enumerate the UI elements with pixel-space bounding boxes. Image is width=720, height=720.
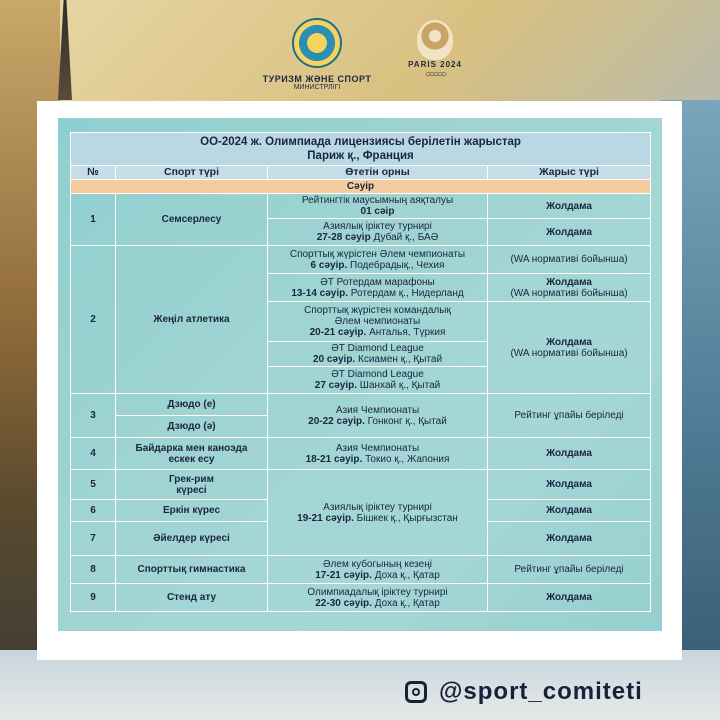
table-row <box>71 556 651 584</box>
table-title <box>71 133 651 166</box>
type-cell: Жолдама <box>488 522 651 556</box>
venue-cell <box>268 194 488 219</box>
venue-cell <box>268 219 488 246</box>
venue-date: 22-30 сәуір. <box>315 597 372 609</box>
row-number: 8 <box>71 556 116 584</box>
sport-cell <box>116 438 268 470</box>
venue-place: Доха қ., Қатар <box>371 569 440 581</box>
logo-bar <box>0 18 720 98</box>
type-cell: Жолдама <box>488 438 651 470</box>
schedule-table-container <box>58 118 662 631</box>
venue-date: 17-21 сәуір. <box>315 569 372 581</box>
type-note: (WA нормативі бойынша) <box>510 287 628 299</box>
type-cell: Рейтинг ұпайы беріледі <box>488 556 651 584</box>
sport-line1: Грек-рим <box>169 473 214 485</box>
sport-line2: ескек есу <box>168 453 215 465</box>
sport-cell: Еркін күрес <box>116 500 268 522</box>
table-title-line2: Париж қ., Франция <box>307 150 414 162</box>
venue-place: Ротердам қ., Нидерланд <box>348 287 464 299</box>
type-cell: Жолдама <box>488 500 651 522</box>
row-number: 4 <box>71 438 116 470</box>
type-cell: Жолдама <box>488 470 651 500</box>
venue-cell <box>268 438 488 470</box>
venue-place: Доха қ., Қатар <box>371 597 440 609</box>
venue-date: 19-21 сәуір. <box>297 512 354 524</box>
paris-logo-text: PARIS 2024 <box>408 60 462 69</box>
venue-date: 27-28 сәуір <box>316 232 371 243</box>
row-number: 1 <box>71 194 116 246</box>
paris-flame-icon <box>417 20 453 60</box>
sport-cell: Спорттық гимнастика <box>116 556 268 584</box>
row-number: 2 <box>71 246 116 394</box>
venue-event-line2: Әлем чемпионаты <box>334 316 421 327</box>
table-header-row <box>71 166 651 180</box>
type-cell: Жолдама <box>488 584 651 612</box>
sport-cell: Дзюдо (ә) <box>116 416 268 438</box>
kazakhstan-emblem-icon <box>292 18 342 68</box>
table-row <box>71 438 651 470</box>
venue-date: 01 сәір <box>360 206 395 217</box>
type-cell: Жолдама <box>488 219 651 246</box>
venue-cell <box>268 556 488 584</box>
venue-cell <box>268 274 488 302</box>
venue-date: 20-21 сәуір. <box>309 327 367 338</box>
olympic-rings-icon: ○○○○○ <box>424 69 446 80</box>
venue-place: Подебрадық., Чехия <box>347 259 445 271</box>
venue-event: Олимпиадалық іріктеу турнирі <box>307 586 448 598</box>
venue-event: Спорттық жүрістен командалық <box>304 305 451 316</box>
type-cell <box>488 302 651 394</box>
venue-date: 27 сәуір. <box>314 380 358 391</box>
venue-cell <box>268 342 488 367</box>
col-header-number: № <box>71 166 116 180</box>
table-row <box>71 246 651 274</box>
table-row <box>71 194 651 219</box>
venue-event: ӘТ Diamond League <box>331 343 424 354</box>
venue-place: Токио қ., Жапония <box>362 453 450 465</box>
col-header-sport: Спорт түрі <box>116 166 268 180</box>
venue-event: Азия Чемпионаты <box>335 404 420 416</box>
venue-event: Азия Чемпионаты <box>335 442 420 454</box>
venue-place: Дубай қ., БАӘ <box>370 232 439 243</box>
type-main: Жолдама <box>546 336 592 348</box>
venue-cell <box>268 302 488 342</box>
month-row: Сәуір <box>71 180 651 194</box>
type-cell: Рейтинг ұпайы беріледі <box>488 394 651 438</box>
schedule-table <box>70 132 651 612</box>
table-title-line1: ОО-2024 ж. Олимпиада лицензиясы берілетін жарыстар <box>200 136 521 148</box>
venue-event: Азиялық іріктеу турнирі <box>323 501 432 513</box>
sport-cell: Дзюдо (е) <box>116 394 268 416</box>
venue-date: 6 сәуір. <box>310 259 348 271</box>
ministry-name-line2: МИНИСТРЛІГІ <box>293 84 341 91</box>
venue-place: Бішкек қ., Қырғызстан <box>353 512 458 524</box>
type-note: (WA нормативі бойынша) <box>510 347 628 359</box>
row-number: 6 <box>71 500 116 522</box>
sport-cell: Стенд ату <box>116 584 268 612</box>
row-number: 9 <box>71 584 116 612</box>
handle-text: @sport_comiteti <box>439 678 643 705</box>
venue-event: Спорттық жүрістен Әлем чемпионаты <box>289 248 466 260</box>
venue-cell <box>268 367 488 394</box>
row-number: 5 <box>71 470 116 500</box>
paris-2024-logo <box>400 20 470 80</box>
venue-place: Гонконг қ., Қытай <box>364 415 447 427</box>
venue-place: Ксиамен қ., Қытай <box>355 354 443 365</box>
sport-line1: Байдарка мен каноэда <box>135 442 248 454</box>
table-row <box>71 394 651 416</box>
sport-cell <box>116 470 268 500</box>
ministry-name-line1: ТУРИЗМ ЖӘНЕ СПОРТ <box>262 74 372 84</box>
venue-event: Әлем кубогының кезеңі <box>323 558 432 570</box>
table-row <box>71 470 651 500</box>
venue-cell <box>268 246 488 274</box>
row-number: 3 <box>71 394 116 438</box>
venue-place: Шанхай қ., Қытай <box>357 380 441 391</box>
type-main: Жолдама <box>546 276 592 288</box>
venue-event: ӘТ Ротердам марафоны <box>320 276 435 288</box>
sport-cell: Әйелдер күресі <box>116 522 268 556</box>
venue-place: Анталья, Түркия <box>366 327 446 338</box>
sport-line2: күресі <box>176 484 207 496</box>
venue-date: 13-14 сәуір. <box>291 287 349 299</box>
instagram-icon <box>405 681 427 703</box>
venue-event: Азиялық іріктеу турнирі <box>323 221 432 232</box>
venue-date: 18-21 сәуір. <box>305 453 363 465</box>
instagram-handle[interactable] <box>405 676 643 708</box>
col-header-venue: Өтетін орны <box>268 166 488 180</box>
row-number: 7 <box>71 522 116 556</box>
venue-event: ӘТ Diamond League <box>331 369 424 380</box>
type-cell <box>488 274 651 302</box>
venue-date: 20 сәуір. <box>312 354 356 365</box>
sport-cell: Жеңіл атлетика <box>116 246 268 394</box>
col-header-type: Жарыс түрі <box>488 166 651 180</box>
type-cell: Жолдама <box>488 194 651 219</box>
venue-cell <box>268 584 488 612</box>
venue-cell <box>268 394 488 438</box>
ministry-logo <box>262 18 372 91</box>
type-cell: (WA нормативі бойынша) <box>488 246 651 274</box>
venue-event: Рейтингтік маусымның аяқталуы <box>301 195 454 206</box>
venue-cell <box>268 470 488 556</box>
sport-cell: Семсерлесу <box>116 194 268 246</box>
table-row <box>71 584 651 612</box>
venue-date: 20-22 сәуір. <box>308 415 365 427</box>
